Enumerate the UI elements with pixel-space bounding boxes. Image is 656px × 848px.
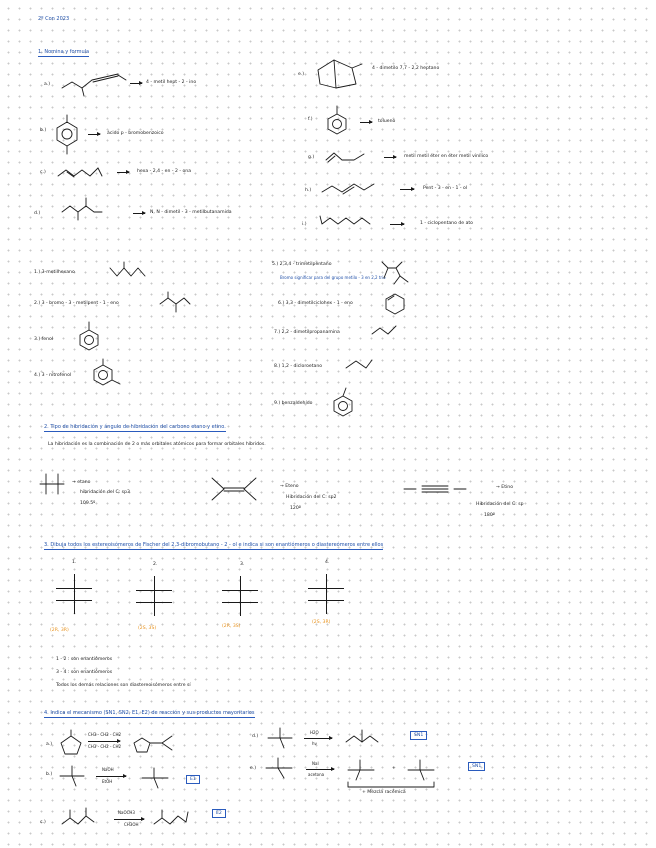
etano-hibridacion: hibridación del C: sp3: [80, 490, 130, 495]
formula-8-structure: [344, 356, 372, 372]
reaction-a-reagent-top: CH3 - CH2 - CH2: [88, 732, 122, 737]
structure-g: [324, 148, 374, 164]
reaction-d-reagent-bottom: hν: [312, 741, 317, 746]
reaction-a-reagent-bottom: CH3 - CH2 - CH2: [88, 744, 122, 749]
formula-7-structure: [370, 322, 398, 338]
formula-2-label: 2.) 3 - bromo - 3 - metilpent - 1 - eno: [34, 301, 119, 306]
item-d-name: N, N - dimetil - 3 - metilbutanamida: [150, 210, 232, 215]
reaction-e-product-2: [404, 756, 438, 782]
arrow-b: [88, 134, 100, 135]
reaction-a-label: a.): [46, 742, 53, 747]
item-f-label: f.): [308, 117, 313, 122]
structure-i: [316, 210, 380, 232]
formula-4-label: 4.) 3 - nitrofenol: [34, 373, 72, 378]
reaction-d-label: d.): [252, 734, 259, 739]
structure-d: [60, 196, 120, 222]
item-i-label: i.): [302, 222, 307, 227]
reaction-b-label: b.): [46, 772, 53, 777]
etano-angulo: 109.5º: [80, 501, 96, 506]
eteno-structure: [204, 472, 264, 506]
arrow-a: [130, 83, 142, 84]
formula-5-label: 5.) 2,3,4 - trimetilpentano: [272, 262, 332, 267]
item-a-label: a.): [44, 82, 51, 87]
reaction-b-mechanism: E1: [186, 775, 200, 784]
arrow-c: [117, 172, 129, 173]
reaction-c-mechanism: E2: [212, 809, 226, 818]
section2-subtitle: La hibridación es la combinación de 2 o más orbitales atómicos para formar orbitales híbridos.: [48, 442, 266, 447]
structure-b: [54, 112, 80, 160]
fischer-4: [308, 574, 344, 614]
reaction-b-reagent-top: NaOH: [102, 767, 114, 772]
formula-8-label: 8.) 1,2 - dicloroetano: [274, 364, 323, 369]
item-b-label: b.): [40, 128, 47, 133]
fischer-2-num: 2.: [153, 562, 158, 567]
item-a-name: 4 - metil hept - 2 - ino: [146, 80, 197, 85]
reaction-b-arrow: [96, 776, 126, 777]
reaction-d-arrow: [304, 738, 332, 739]
section3-bullet-1: 1 - 2 : son enantiómeros: [56, 657, 113, 662]
section3-bullet-3: Todos los demás relaciones son diastereoisómeros entre sí: [56, 683, 191, 688]
structure-f: [324, 102, 350, 138]
fischer-1-config: (2R, 3R): [50, 628, 69, 633]
reaction-e-mechanism: SN1: [468, 762, 485, 771]
item-e-label: e.): [298, 72, 305, 77]
fischer-2-config: (2S, 3S): [138, 626, 157, 631]
reaction-c-reactant: [60, 804, 108, 828]
item-h-label: h.): [305, 188, 312, 193]
formula-5-note: Bromo significar para del grupo metilo - 3 en 2,2 trio: [280, 275, 386, 280]
reaction-c-label: c.): [40, 820, 46, 825]
reaction-d-product: [344, 726, 384, 748]
reaction-d-reagent-top: H2O: [310, 730, 319, 735]
reaction-b-product: [138, 764, 178, 790]
section2-header: 2. Tipo de hibridación y ángulo de hibridación del carbono etano y etino.: [44, 424, 226, 430]
reaction-e-arrow: [306, 769, 334, 770]
formula-2-structure: [158, 290, 192, 316]
formula-6-label: 6.) 3,3 - dimetilciclohex - 1 - eno: [278, 301, 353, 306]
formula-9-structure: [330, 384, 356, 420]
section3-header: 3. Dibuja todos los estereoisómeros de Fischer del 2,3-dibromobutano - 2 - ol e indica si son enantiómeros o diastereómeros entre ellos: [44, 542, 384, 548]
fischer-3-config: (2R, 3S): [222, 624, 241, 629]
fischer-3: [222, 576, 258, 616]
formula-3-label: 3.) fenol: [34, 337, 54, 342]
reaction-d-reactant: [264, 724, 296, 750]
arrow-g: [384, 157, 396, 158]
formula-3-structure: [76, 318, 102, 354]
fischer-1: [56, 574, 92, 614]
reaction-c-reagent-top: NaOCH3: [118, 810, 135, 815]
eteno-label: → Eteno: [280, 484, 299, 489]
arrow-f: [360, 122, 372, 123]
etano-label: → etano: [72, 480, 91, 485]
eteno-angulo: 120º: [290, 506, 301, 511]
item-d-label: d.): [34, 211, 41, 216]
item-b-name: ácido p - bromobenzoico: [107, 131, 164, 136]
reaction-a-product: [132, 732, 184, 756]
formula-5-structure: [378, 258, 412, 286]
arrow-i: [390, 224, 404, 225]
structure-a: [60, 68, 130, 98]
reaction-b-reactant: [56, 762, 88, 790]
formula-1-structure: [108, 260, 154, 282]
reaction-e-reagent-top: NaI: [312, 761, 319, 766]
formula-1-label: 1.) 3-metilhexano: [34, 270, 75, 275]
item-c-name: hexa - 2,4 - en - 2 - ona: [137, 169, 192, 174]
fischer-2: [136, 576, 172, 616]
structure-e: [312, 56, 366, 92]
section3-bullet-2: 3 - 4 : son enantiómeros: [56, 670, 113, 675]
reaction-e-reagent-bottom: acetona: [308, 772, 325, 777]
formula-7-label: 7.) 2,2 - dimetilpropanamina: [274, 330, 340, 335]
etino-hibridacion: Hibridación del C: sp: [476, 502, 524, 507]
reaction-e-label: e.): [250, 766, 257, 771]
item-c-label: c.): [40, 170, 46, 175]
fischer-4-num: 4.: [325, 560, 330, 565]
reaction-e-product-1: [344, 756, 378, 782]
formula-6-structure: [384, 292, 406, 316]
item-i-name: 1 - ciclopentano de ato: [420, 221, 473, 226]
etino-angulo: 180º: [484, 513, 495, 518]
reaction-b-reagent-bottom: EtOH: [102, 779, 113, 784]
reaction-e-reactant: [262, 754, 296, 782]
reaction-e-plus: +: [392, 766, 396, 771]
etano-structure: [32, 466, 72, 502]
item-h-name: Pent - 3 - en - 1 - ol: [423, 186, 468, 191]
reaction-c-arrow: [114, 819, 144, 820]
reaction-a-reactant: [58, 728, 84, 758]
formula-9-label: 9.) benzaldehído: [274, 401, 313, 406]
structure-h: [320, 176, 384, 198]
section4-header: 4. Indica el mecanismo (SN1, SN2, E1, E2) de reacción y sus productos mayoritarios: [44, 710, 255, 716]
item-f-name: tolueno: [378, 119, 396, 124]
etino-label: → Etino: [496, 485, 514, 490]
formula-4-structure: [90, 357, 130, 389]
racemic-label: + Mezcla racémica: [362, 790, 406, 795]
reaction-d-mechanism: SN1: [410, 731, 427, 740]
racemic-bracket: [346, 782, 436, 790]
page-title: 2º Con 2023: [38, 16, 70, 22]
item-g-label: g.): [308, 155, 315, 160]
eteno-hibridacion: Hibridación del C: sp2: [286, 495, 337, 500]
item-g-name: metil metil éter en éter metil vinílico: [404, 154, 489, 159]
fischer-3-num: 3.: [240, 562, 245, 567]
reaction-c-reagent-bottom: CH3OH: [124, 822, 139, 827]
item-e-name: 4 - dimetilo 7,7 - 2,2 heptano: [372, 66, 440, 71]
reaction-c-product: [152, 804, 196, 830]
arrow-h: [400, 189, 414, 190]
structure-c: [56, 162, 106, 180]
fischer-4-config: (2S, 3R): [312, 620, 331, 625]
section1-header: 1. Nomina y formula: [38, 49, 90, 55]
fischer-1-num: 1.: [72, 560, 77, 565]
reaction-a-arrow: [88, 741, 120, 742]
etino-structure: [396, 482, 496, 496]
arrow-d: [133, 213, 145, 214]
